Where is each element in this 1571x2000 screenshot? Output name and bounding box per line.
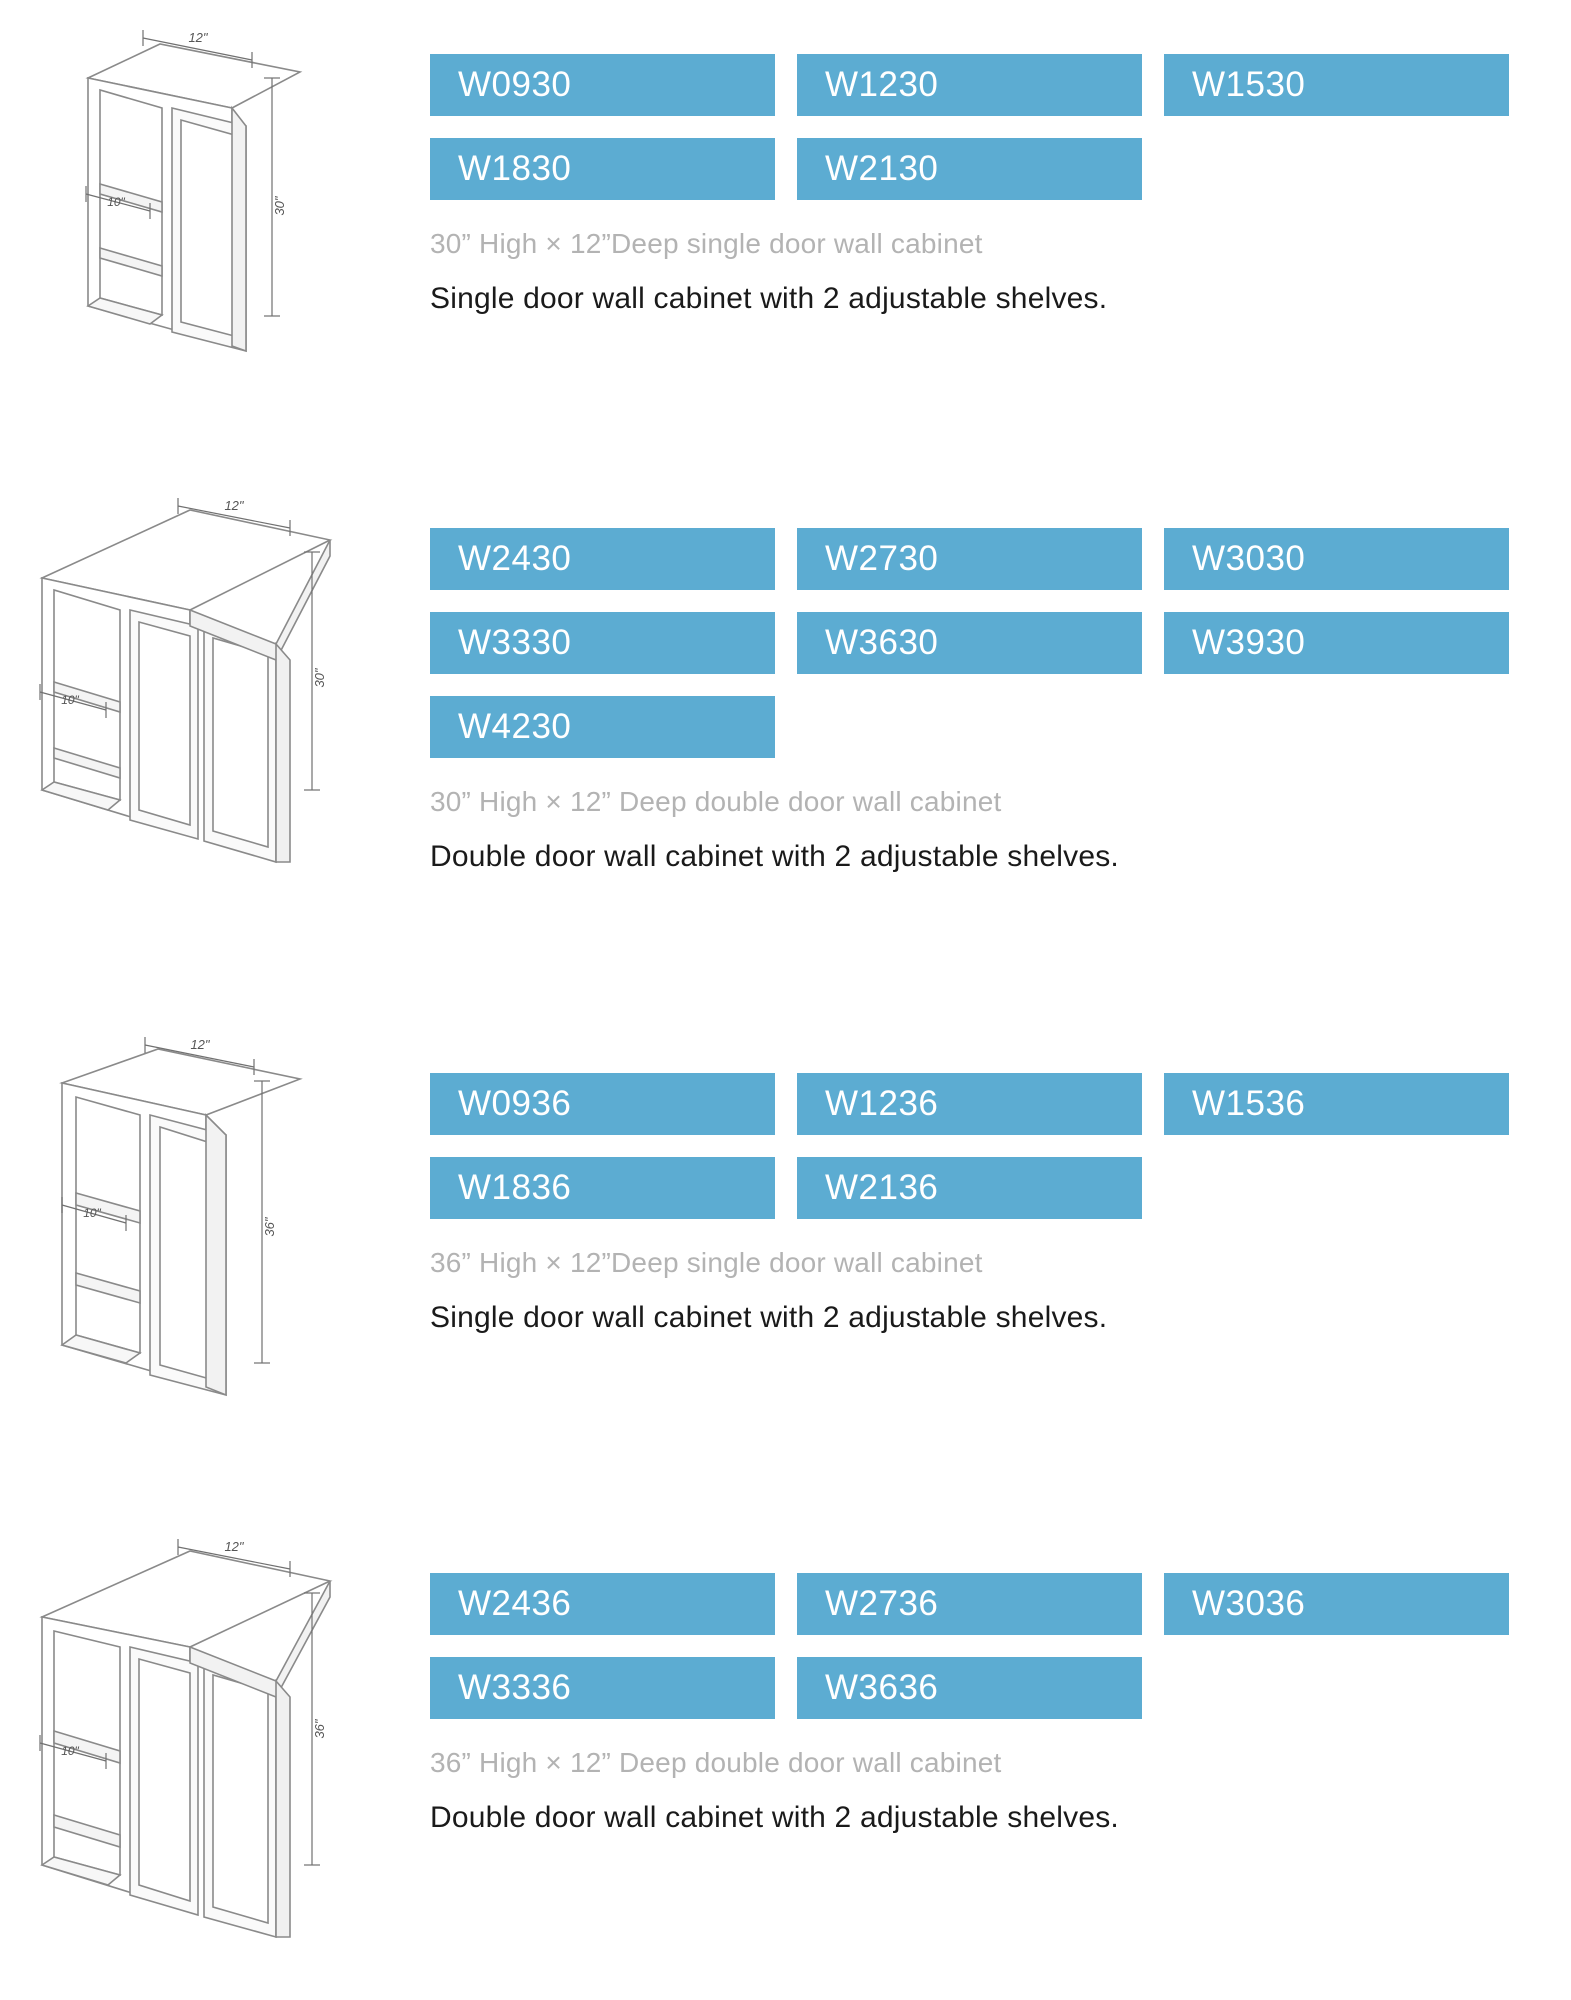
- code-chip[interactable]: W2730: [797, 528, 1142, 590]
- dim-height-label-2: 30": [312, 668, 327, 688]
- double-door-cabinet-36-icon: [0, 1535, 420, 1955]
- dim-shelf-label-2: 10": [61, 693, 79, 707]
- code-chip[interactable]: W0936: [430, 1073, 775, 1135]
- dim-height-label-3: 36": [262, 1217, 277, 1237]
- main-description: Double door wall cabinet with 2 adjustable shelves.: [430, 840, 1119, 873]
- code-chip[interactable]: W3030: [1164, 528, 1509, 590]
- cabinet-drawing-w36-double: [0, 1535, 420, 2000]
- code-chip[interactable]: W2136: [797, 1157, 1142, 1219]
- code-chip[interactable]: W1236: [797, 1073, 1142, 1135]
- code-list-w30-single: [430, 54, 1530, 222]
- code-chip[interactable]: W3630: [797, 612, 1142, 674]
- code-chip[interactable]: W3336: [430, 1657, 775, 1719]
- code-list-w36-double: [430, 1573, 1530, 1741]
- section-w36-single: [0, 1035, 1571, 1535]
- dim-shelf-label-3: 10": [83, 1206, 101, 1220]
- code-chip[interactable]: W2130: [797, 138, 1142, 200]
- code-list-w30-double: [430, 528, 1530, 780]
- section-text-w36-double: [420, 1535, 1571, 1835]
- code-chip[interactable]: W1530: [1164, 54, 1509, 116]
- dim-height-label-1: 30": [272, 196, 287, 216]
- double-door-cabinet-30-icon: [0, 490, 420, 950]
- section-w36-double: [0, 1535, 1571, 2000]
- single-door-cabinet-30-icon: [0, 16, 420, 436]
- sub-description: 36” High × 12” Deep double door wall cabinet: [430, 1747, 1002, 1778]
- code-chip[interactable]: W0930: [430, 54, 775, 116]
- code-chip[interactable]: W3930: [1164, 612, 1509, 674]
- code-chip[interactable]: W3330: [430, 612, 775, 674]
- code-list-w36-single: [430, 1073, 1530, 1241]
- main-description: Single door wall cabinet with 2 adjustable shelves.: [430, 282, 1108, 315]
- cabinet-drawing-w36-single: [0, 1035, 420, 1535]
- code-chip[interactable]: W2430: [430, 528, 775, 590]
- dim-height-label-4: 36": [312, 1719, 327, 1739]
- main-description: Double door wall cabinet with 2 adjustable shelves.: [430, 1801, 1119, 1834]
- sub-description: 30” High × 12” Deep double door wall cabinet: [430, 786, 1002, 817]
- sub-description: 30” High × 12”Deep single door wall cabinet: [430, 228, 983, 259]
- cabinet-drawing-w30-double: [0, 490, 420, 1035]
- code-chip[interactable]: W3636: [797, 1657, 1142, 1719]
- code-chip[interactable]: W1230: [797, 54, 1142, 116]
- dim-shelf-label-1: 10": [107, 195, 125, 209]
- section-w30-double: [0, 490, 1571, 1035]
- code-chip[interactable]: W4230: [430, 696, 775, 758]
- code-chip[interactable]: W2436: [430, 1573, 775, 1635]
- code-chip[interactable]: W1836: [430, 1157, 775, 1219]
- dim-width-label-2: 12": [224, 498, 244, 513]
- dim-width-label-3: 12": [190, 1037, 210, 1052]
- sub-description: 36” High × 12”Deep single door wall cabinet: [430, 1247, 983, 1278]
- code-chip[interactable]: W1830: [430, 138, 775, 200]
- section-text-w30-single: [420, 16, 1571, 316]
- code-chip[interactable]: W2736: [797, 1573, 1142, 1635]
- dim-width-label-1: 12": [188, 30, 208, 45]
- single-door-cabinet-36-icon: [0, 1035, 420, 1475]
- dim-width-label-4: 12": [224, 1539, 244, 1554]
- code-chip[interactable]: W1536: [1164, 1073, 1509, 1135]
- main-description: Single door wall cabinet with 2 adjustable shelves.: [430, 1301, 1108, 1334]
- code-chip[interactable]: W3036: [1164, 1573, 1509, 1635]
- section-text-w30-double: [420, 490, 1571, 874]
- dim-shelf-label-4: 10": [61, 1744, 79, 1758]
- section-w30-single: [0, 0, 1571, 490]
- cabinet-drawing-w30-single: [0, 16, 420, 490]
- section-text-w36-single: [420, 1035, 1571, 1335]
